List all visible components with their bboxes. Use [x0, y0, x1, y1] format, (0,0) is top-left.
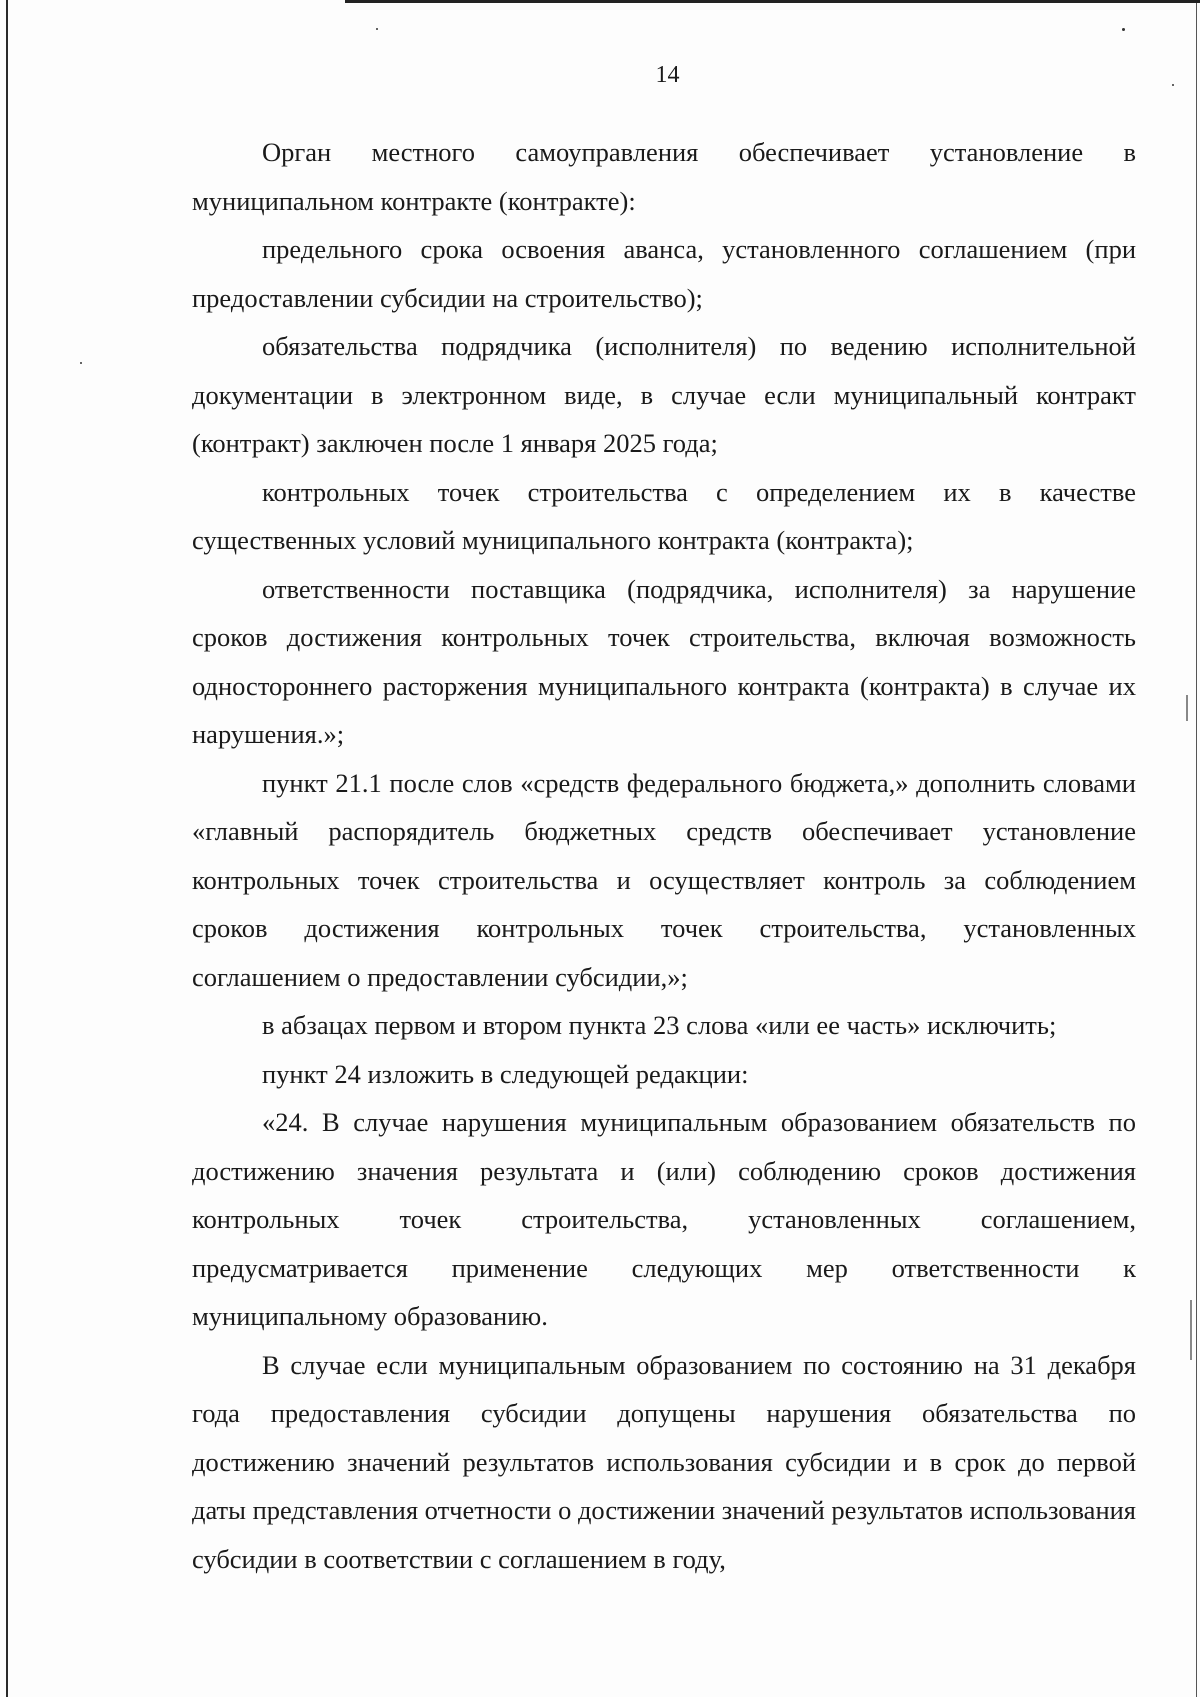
scan-speck [376, 28, 378, 30]
paragraph: предельного срока освоения аванса, установленного соглашением (при предоставлении субсидии на строительство); [192, 234, 1136, 313]
paragraph: контрольных точек строительства с определением их в качестве существенных условий муниципального контракта (контракта); [192, 476, 1136, 555]
scan-speck [1122, 28, 1125, 31]
scan-speck [80, 362, 82, 364]
paragraph: пункт 24 изложить в следующей редакции: [262, 1058, 749, 1089]
paragraph: в абзацах первом и втором пункта 23 слова «или ее часть» исключить; [262, 1010, 1057, 1040]
scan-mark [1190, 1300, 1192, 1360]
paragraph: Орган местного самоуправления обеспечивает установление в муниципальном контракте (контракте): [192, 137, 1136, 216]
paragraph: обязательства подрядчика (исполнителя) по ведению исполнительной документации в электронном виде, в случае если муниципальный контракт (контракт) заключен после 1 января 2025 года; [192, 331, 1136, 458]
scan-edge-left [6, 0, 8, 1697]
scan-mark [1186, 695, 1188, 721]
paragraph: пункт 21.1 после слов «средств федерального бюджета,» дополнить словами «главный распорядитель бюджетных средств обеспечивает установление контрольных точек строительства и осуществляет контроль за соблюдением сроков достижения контрольных точек строительства, установленных соглашением о предоставлении субсидии,»; [192, 767, 1136, 992]
scan-edge-top [345, 0, 1200, 3]
paragraph: ответственности поставщика (подрядчика, исполнителя) за нарушение сроков достижения контрольных точек строительства, включая возможность одностороннего расторжения муниципального контракта (контракта) в случае их нарушения.»; [192, 573, 1136, 749]
scan-edge-right [1196, 0, 1197, 1697]
page-number: 14 [655, 62, 680, 88]
document-body [192, 128, 1136, 1583]
paragraph: «24. В случае нарушения муниципальным образованием обязательств по достижению значения результата и (или) соблюдению сроков достижения контрольных точек строительства, установленных соглашением, предусматривается применение следующих мер ответственности к муниципальному образованию. [192, 1107, 1136, 1331]
paragraph: В случае если муниципальным образованием по состоянию на 31 декабря года предоставления субсидии допущены нарушения обязательства по достижению значений результатов использования субсидии и в срок до первой даты представления отчетности о достижении значений результатов использования субсидии в соответствии с соглашением в году, [192, 1349, 1136, 1574]
